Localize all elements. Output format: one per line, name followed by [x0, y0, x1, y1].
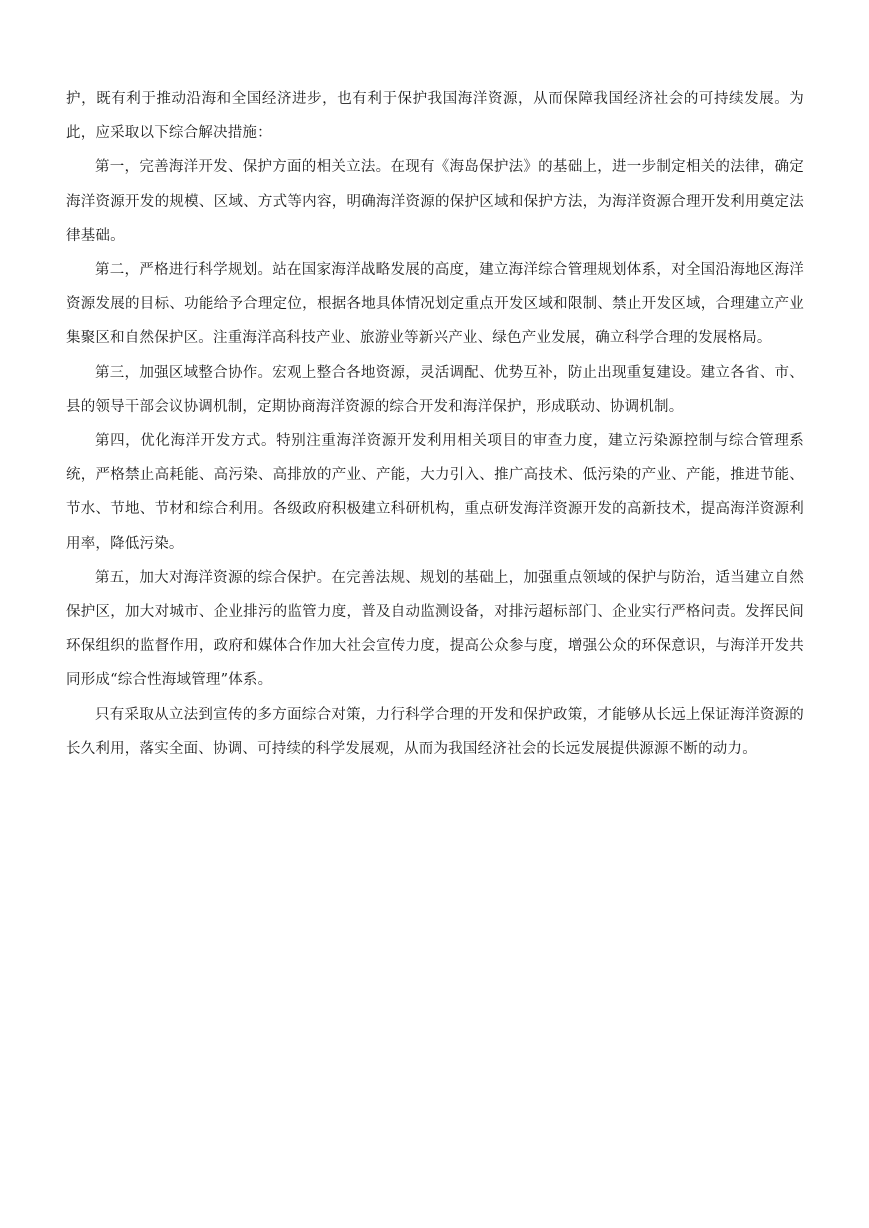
- paragraph-measure-4: 第四，优化海洋开发方式。特别注重海洋资源开发利用相关项目的审查力度，建立污染源控制与综合管理系统，严格禁止高耗能、高污染、高排放的产业、产能，大力引入、推广高技术、低污染的产业、产能，推进节能、节水、节地、节材和综合利用。各级政府积极建立科研机构，重点研发海洋资源开发的高新技术，提高海洋资源利用率，降低污染。: [66, 433, 804, 552]
- paragraph-measure-5: 第五，加大对海洋资源的综合保护。在完善法规、规划的基础上，加强重点领域的保护与防治，适当建立自然保护区，加大对城市、企业排污的监管力度，普及自动监测设备，对排污超标部门、企业实行严格问责。发挥民间环保组织的监督作用，政府和媒体合作加大社会宣传力度，提高公众参与度，增强公众的环保意识，与海洋开发共同形成“综合性海域管理”体系。: [66, 569, 804, 689]
- paragraph-measure-3: 第三，加强区域整合协作。宏观上整合各地资源，灵活调配、优势互补，防止出现重复建设。建立各省、市、县的领导干部会议协调机制，定期协商海洋资源的综合开发和海洋保护，形成联动、协调机制。: [66, 364, 804, 415]
- paragraph-measure-2: 第二，严格进行科学规划。站在国家海洋战略发展的高度，建立海洋综合管理规划体系，对全国沿海地区海洋资源发展的目标、功能给予合理定位，根据各地具体情况划定重点开发区域和限制、禁止开发区域，合理建立产业集聚区和自然保护区。注重海洋高科技产业、旅游业等新兴产业、绿色产业发展，确立科学合理的发展格局。: [66, 262, 804, 347]
- paragraph-intro: 护，既有利于推动沿海和全国经济进步，也有利于保护我国海洋资源，从而保障我国经济社会的可持续发展。为此，应采取以下综合解决措施：: [66, 91, 804, 142]
- paragraph-measure-1: 第一，完善海洋开发、保护方面的相关立法。在现有《海岛保护法》的基础上，进一步制定相关的法律，确定海洋资源开发的规模、区域、方式等内容，明确海洋资源的保护区域和保护方法，为海洋资源合理开发利用奠定法律基础。: [66, 159, 804, 244]
- paragraph-conclusion: 只有采取从立法到宣传的多方面综合对策，力行科学合理的开发和保护政策，才能够从长远上保证海洋资源的长久利用，落实全面、协调、可持续的科学发展观，从而为我国经济社会的长远发展提供源源不断的动力。: [66, 706, 804, 757]
- document-body: [66, 82, 804, 766]
